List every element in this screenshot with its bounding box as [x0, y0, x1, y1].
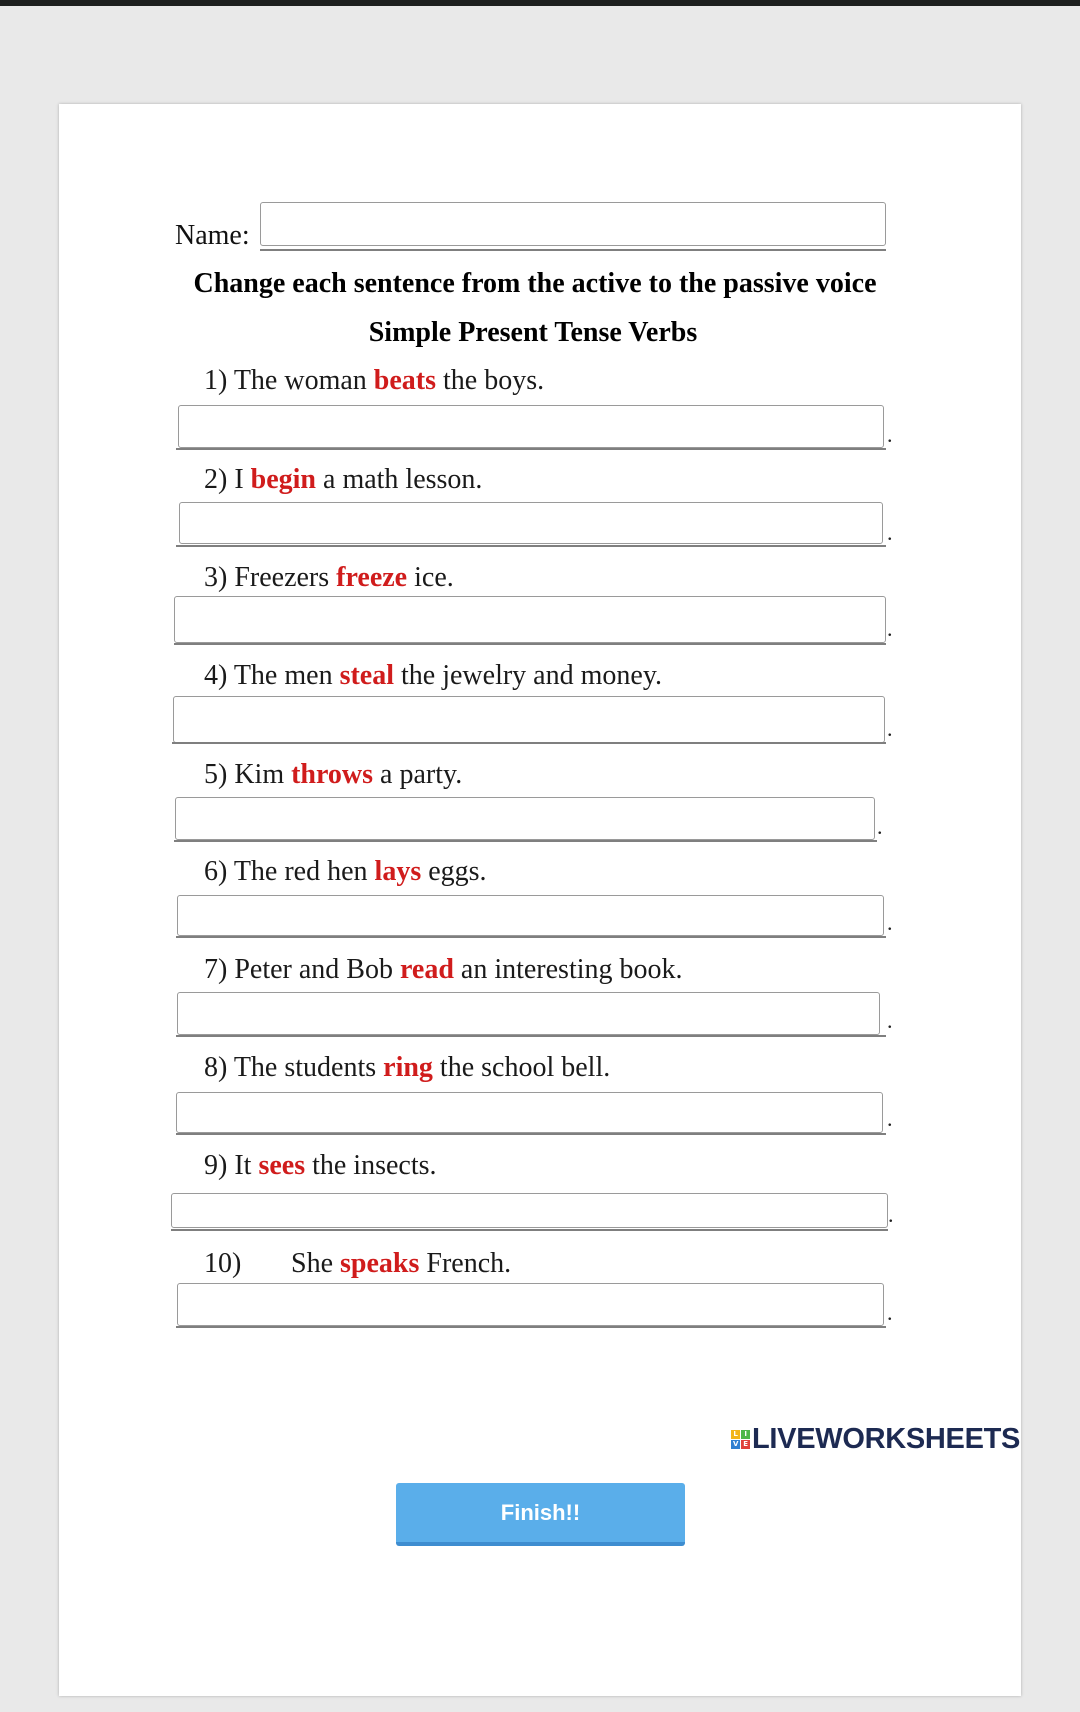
verb-highlight: beats	[373, 365, 437, 396]
answer-period-1: .	[887, 422, 893, 447]
answer-input-2[interactable]	[179, 502, 883, 544]
answer-input-5[interactable]	[175, 797, 875, 840]
sentence-end: the jewelry and money.	[394, 660, 662, 691]
answer-underline-10	[176, 1326, 886, 1328]
top-status-bar	[0, 0, 1080, 6]
question-1	[204, 365, 544, 397]
answer-input-9[interactable]	[171, 1193, 888, 1228]
answer-input-3[interactable]	[174, 596, 886, 643]
question-5	[204, 759, 462, 791]
instruction-heading: Change each sentence from the active to the passive voice	[193, 268, 877, 299]
answer-period-4: .	[887, 716, 893, 741]
answer-underline-5	[174, 840, 877, 842]
answer-period-8: .	[887, 1106, 893, 1131]
verb-highlight: ring	[383, 1052, 433, 1083]
worksheet-page	[59, 104, 1021, 1696]
sentence-start: I	[234, 464, 251, 495]
answer-input-1[interactable]	[178, 405, 884, 448]
sentence-start: The men	[233, 660, 340, 691]
answer-underline-4	[172, 742, 886, 744]
verb-highlight: steal	[339, 660, 395, 691]
answer-underline-6	[176, 936, 886, 938]
answer-period-10: .	[887, 1300, 893, 1325]
question-number: 9)	[204, 1150, 228, 1181]
name-underline	[260, 249, 886, 251]
sentence-start: It	[234, 1150, 259, 1181]
sentence-start: She	[291, 1248, 340, 1279]
answer-period-6: .	[887, 910, 893, 935]
question-number: 3)	[204, 562, 228, 593]
answer-input-4[interactable]	[173, 696, 885, 743]
sentence-end: ice.	[407, 562, 454, 593]
question-number: 2)	[204, 464, 228, 495]
verb-highlight: throws	[291, 759, 374, 790]
verb-highlight: freeze	[336, 562, 408, 593]
sentence-end: eggs.	[421, 856, 487, 887]
liveworksheets-logo	[731, 1423, 1020, 1456]
answer-input-7[interactable]	[177, 992, 880, 1035]
question-number: 8)	[204, 1052, 228, 1083]
logo-mark-letter: E	[741, 1440, 750, 1449]
answer-underline-3	[174, 643, 886, 645]
name-label: Name:	[175, 220, 250, 251]
answer-period-9: .	[888, 1202, 894, 1227]
sentence-start: Kim	[234, 759, 292, 790]
answer-underline-7	[176, 1035, 886, 1037]
answer-underline-1	[176, 448, 886, 450]
verb-highlight: speaks	[340, 1248, 420, 1279]
sentence-start: The red hen	[233, 856, 375, 887]
logo-mark-icon	[731, 1430, 750, 1449]
verb-highlight: read	[399, 954, 454, 985]
verb-highlight: begin	[250, 464, 317, 495]
sentence-start: The woman	[233, 365, 374, 396]
sentence-end: the school bell.	[432, 1052, 611, 1083]
name-input[interactable]	[260, 202, 886, 246]
sentence-start: The students	[233, 1052, 384, 1083]
answer-period-2: .	[887, 520, 893, 545]
worksheet-subtitle: Simple Present Tense Verbs	[368, 317, 698, 348]
answer-period-7: .	[887, 1008, 893, 1033]
question-7	[204, 954, 683, 986]
question-6	[204, 856, 487, 888]
answer-input-10[interactable]	[177, 1283, 884, 1326]
question-number: 4)	[204, 660, 228, 691]
sentence-end: the insects.	[305, 1150, 437, 1181]
question-2	[204, 464, 482, 496]
verb-highlight: lays	[374, 856, 422, 887]
question-number: 10)	[204, 1248, 242, 1279]
question-4	[204, 660, 662, 692]
answer-underline-2	[176, 545, 886, 547]
verb-highlight: sees	[258, 1150, 306, 1181]
answer-underline-8	[176, 1133, 886, 1135]
sentence-start: Peter and Bob	[234, 954, 400, 985]
logo-mark-letter: I	[741, 1430, 750, 1439]
question-9	[204, 1150, 437, 1182]
sentence-end: the boys.	[436, 365, 545, 396]
sentence-end: an interesting book.	[453, 954, 683, 985]
sentence-end: a math lesson.	[316, 464, 483, 495]
question-number: 6)	[204, 856, 228, 887]
answer-period-5: .	[877, 814, 883, 839]
answer-input-6[interactable]	[177, 895, 884, 936]
answer-period-3: .	[887, 616, 893, 641]
logo-mark-letter: V	[732, 1440, 739, 1448]
logo-text: LIVEWORKSHEETS	[752, 1423, 1021, 1455]
question-10	[204, 1248, 511, 1280]
question-8	[204, 1052, 610, 1084]
finish-button[interactable]: Finish!!	[396, 1483, 685, 1546]
sentence-end: French.	[419, 1248, 512, 1279]
answer-underline-9	[171, 1229, 888, 1231]
question-number: 7)	[204, 954, 228, 985]
sentence-start: Freezers	[234, 562, 337, 593]
answer-input-8[interactable]	[176, 1092, 883, 1133]
question-3	[204, 562, 454, 594]
question-number: 5)	[204, 759, 228, 790]
question-number: 1)	[204, 365, 228, 396]
sentence-end: a party.	[373, 759, 463, 790]
logo-mark-letter: L	[731, 1430, 740, 1439]
